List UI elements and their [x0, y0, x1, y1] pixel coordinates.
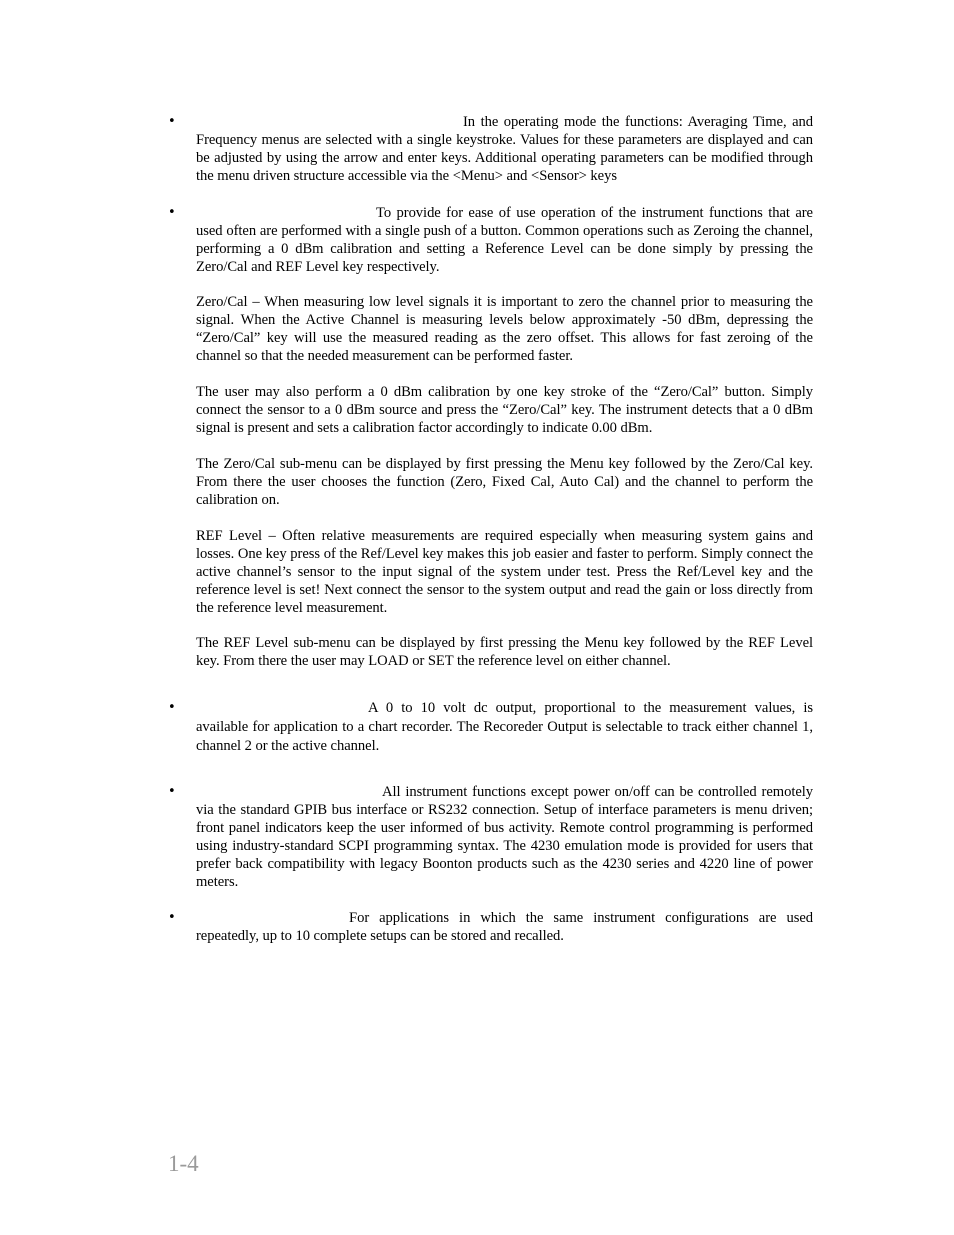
- bullet-paragraph: To provide for ease of use operation of the instrument functions that are used often are performed with a single push of a button. Common operations such as Zeroing the channel, performing a 0 dBm calibration and setting a Reference Level can be done simply by pressing the Zero/Cal and REF Level key respectively.: [196, 205, 813, 275]
- bullet-paragraph: In the operating mode the functions: Averaging Time, and Frequency menus are selected with a single keystroke. Values for these parameters are displayed and can be adjusted by using the arrow and enter keys. Additional operating parameters can be modified through the menu driven structure accessible via the <Menu> and <Sensor> keys: [196, 114, 813, 184]
- bullet-icon: •: [168, 910, 176, 925]
- bullet-icon: •: [168, 784, 176, 799]
- bullet-icon: •: [168, 114, 176, 129]
- bullet-paragraph: All instrument functions except power on/off can be controlled remotely via the standard GPIB bus interface or RS232 connection. Setup of interface parameters is menu driven; front panel indicators keep the user informed of bus activity. Remote control programming is performed using industry-standard SCPI programming syntax. The 4230 emulation mode is provided for users that prefer back compatibility with legacy Boonton products such as the 4230 series and 4220 line of power meters.: [196, 784, 813, 890]
- bullet-icon: •: [168, 700, 176, 715]
- subparagraph-ref-level-submenu: The REF Level sub-menu can be displayed by first pressing the Menu key followed by the REF Level key. From there the user may LOAD or SET the reference level on either channel.: [196, 635, 813, 669]
- bullet-paragraph: A 0 to 10 volt dc output, proportional to the measurement values, is available for application to a chart recorder. The Recoreder Output is selectable to track either channel 1, channel 2 or the active channel.: [196, 700, 813, 754]
- subparagraph-zero-cal: Zero/Cal – When measuring low level signals it is important to zero the channel prior to measuring the signal. When the Active Channel is measuring levels below approximately -50 dBm, depressing the “Zero/Cal” key will use the measured reading as the zero offset. This allows for fast zeroing of the channel so that the needed measurement can be performed faster.: [196, 294, 813, 364]
- subparagraph-ref-level: REF Level – Often relative measurements are required especially when measuring system gains and losses. One key press of the Ref/Level key makes this job easier and faster to perform. Simply connect the active channel’s sensor to the input signal of the system under test. Press the Ref/Level key and the reference level is set! Next connect the sensor to the system output and read the gain or loss directly from the reference level measurement.: [196, 528, 813, 616]
- subparagraph-0dbm-calibration: The user may also perform a 0 dBm calibration by one key stroke of the “Zero/Cal” button. Simply connect the sensor to a 0 dBm source and press the “Zero/Cal” key. The instrument detects that a 0 dBm signal is present and sets a calibration factor accordingly to indicate 0.00 dBm.: [196, 384, 813, 436]
- bullet-icon: •: [168, 205, 176, 220]
- page-number: 1-4: [168, 1151, 199, 1176]
- subparagraph-zero-cal-submenu: The Zero/Cal sub-menu can be displayed by first pressing the Menu key followed by the Zero/Cal key. From there the user chooses the function (Zero, Fixed Cal, Auto Cal) and the channel to perform the calibration on.: [196, 456, 813, 508]
- bullet-paragraph: For applications in which the same instrument configurations are used repeatedly, up to 10 complete setups can be stored and recalled.: [196, 910, 813, 944]
